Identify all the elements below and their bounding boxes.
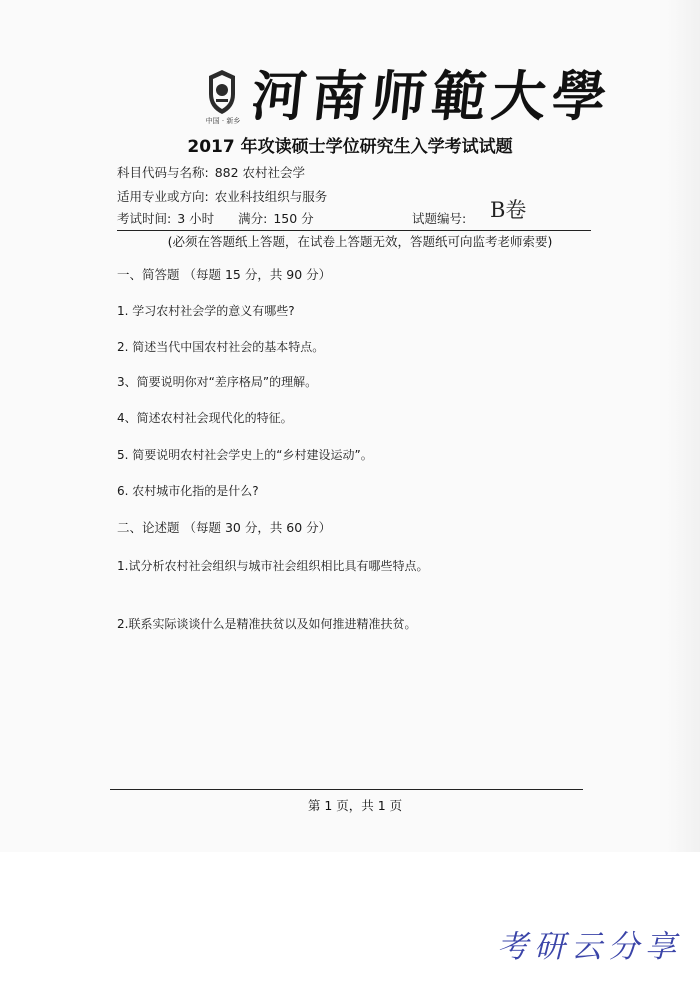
- question-item: 1. 学习农村社会学的意义有哪些?: [117, 304, 295, 318]
- seal-caption: 中国 · 新乡: [205, 117, 241, 125]
- page-number: 第 1 页，共 1 页: [307, 798, 403, 813]
- question-item: 5. 简要说明农村社会学史上的“乡村建设运动”。: [117, 448, 373, 462]
- section-title: 一、简答题 （每题 15 分，共 90 分）: [117, 267, 332, 282]
- time-label: 考试时间:: [117, 211, 172, 226]
- major-value: 农业科技组织与服务: [214, 189, 328, 204]
- major-row: [117, 187, 327, 205]
- watermark-text: 考研云分享: [497, 929, 682, 965]
- volume-mark: B卷: [490, 198, 527, 222]
- university-header: [0, 60, 700, 130]
- question-item: 2. 简述当代中国农村社会的基本特点。: [117, 340, 325, 354]
- question-item: 3、简要说明你对“差序格局”的理解。: [117, 375, 318, 389]
- section-title: 二、论述题 （每题 30 分，共 60 分）: [117, 520, 332, 535]
- question-item: 2.联系实际谈谈什么是精准扶贫以及如何推进精准扶贫。: [117, 617, 417, 631]
- question-item: 4、简述农村社会现代化的特征。: [117, 411, 293, 425]
- major-label: 适用专业或方向:: [117, 189, 209, 204]
- score-label: 满分:: [238, 211, 268, 226]
- subject-row: [117, 163, 305, 181]
- question-item: 1.试分析农村社会组织与城市社会组织相比具有哪些特点。: [117, 559, 429, 573]
- question-item: 6. 农村城市化指的是什么?: [117, 484, 259, 498]
- header-divider: [117, 230, 591, 231]
- subject-label: 科目代码与名称:: [117, 165, 209, 180]
- exam-title: 2017 年攻读硕士学位研究生入学考试试题: [187, 137, 513, 157]
- time-row: [117, 209, 314, 227]
- subject-value: 882 农村社会学: [214, 165, 306, 180]
- footer-divider: [110, 789, 583, 790]
- answer-notice: (必须在答题纸上答题，在试卷上答题无效，答题纸可向监考老师索要): [167, 234, 553, 249]
- university-name: 河南师範大學: [248, 64, 616, 128]
- score-value: 150 分: [273, 211, 314, 226]
- question-code-label: 试题编号:: [412, 211, 467, 226]
- university-seal-logo: [204, 68, 240, 116]
- time-value: 3 小时: [177, 211, 215, 226]
